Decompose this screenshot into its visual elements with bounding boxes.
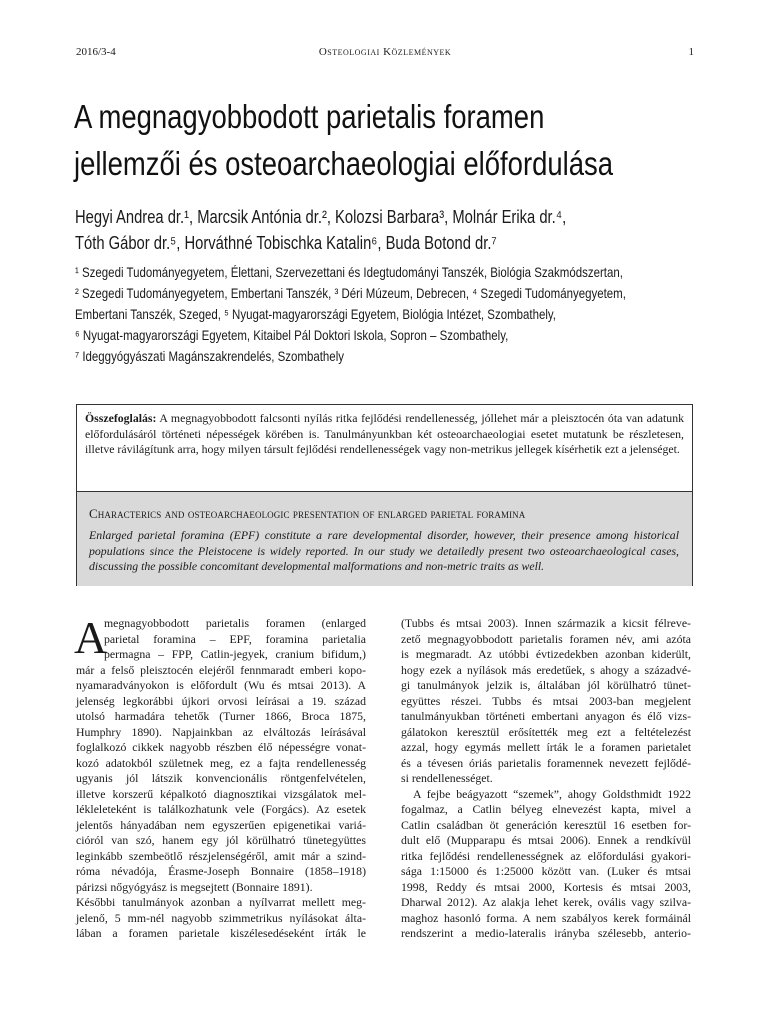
- text-line: Dharwal 2012). Az alakja lehet kerek, ovális vagy szilva-: [401, 895, 691, 909]
- title-line: jellemzői és osteoarchaeologiai előfordulása: [74, 146, 614, 183]
- article-title: [74, 94, 614, 188]
- body-column-left: [74, 612, 366, 942]
- text-line: Humphry 1890). Napjainkban az elváltozás leírásával: [76, 724, 366, 739]
- text-line: 1998, Reddy és mtsai 2000, Kortesis és mtsai 2003,: [401, 879, 691, 894]
- text-line: párizsi nőgyógyász is megsejtett (Bonnaire 1891).: [76, 879, 313, 894]
- abstract-text: A megnagyobbodott falcsonti nyílás ritka fejlődési rendellenesség, jóllehet már a pleisztocén óta van adatunk előfordulásáról történeti népességek körében is. Tanulmányunkban két osteoarchaeologiai esetet mutatunk be részletesen, illetve rávilágítunk arra, hogy milyen társult fejlődési rendellenességek vagy non-metrikus jellegek kísérhetik ezt a jelenséget.: [85, 411, 684, 456]
- text-line: parietal foramina – EPF, foramina parietalia: [104, 631, 366, 646]
- text-line: illetve korszerű képalkotó diagnosztikai vizsgálatok mel-: [76, 786, 366, 801]
- english-abstract: [77, 491, 692, 586]
- text-line: Későbbi tanulmányok azonban a nyílvarrat mellett meg-: [76, 895, 366, 909]
- running-header: [76, 46, 694, 60]
- author-list: [75, 204, 698, 256]
- text-line: együttes részei. Tubbs és mtsai 2003-ban megjelent: [401, 693, 691, 708]
- affiliation-line: ² Szegedi Tudományegyetem, Embertani Tanszék, ³ Déri Múzeum, Debrecen, ⁴ Szegedi Tudományegyetem,: [75, 285, 626, 301]
- hungarian-abstract: [85, 411, 684, 489]
- text-line: foglalkozó cikkek nagyobb részben élő népességre vonat-: [76, 740, 366, 754]
- drop-cap: A: [74, 612, 108, 663]
- text-line: jelenség legkorábbi újkori orvosi leírásai a 19. század: [76, 693, 366, 708]
- text-line: leginkább szembeötlő részjelenségéről, amit már a szind-: [76, 848, 366, 863]
- text-line: már a felső pleisztocén elejéről fennmaradt emberi kopo-: [76, 662, 366, 677]
- text-line: A fejbe beágyazott “szemek”, ahogy Goldsthmidt 1922: [413, 786, 691, 801]
- text-line: jelentős hányadában nem egyszerűen epigenetikai variá-: [76, 817, 366, 832]
- text-line: (Tubbs és mtsai 2003). Innen származik a kicsit félreve-: [401, 616, 691, 630]
- text-line: hogy ezek a nyílások más eredetűek, s ahogy a századvé-: [401, 662, 691, 677]
- issue-number: 2016/3-4: [76, 46, 116, 58]
- text-line: gi tanulmányok jelzik is, általában jól körülhatró tünet-: [401, 678, 691, 692]
- text-line: nyamaradványokon is előfordult (Wu és mtsai 2013). A: [76, 678, 366, 692]
- text-line: cióról van szó, hanem egy jól körülhatró tünetegyüttes: [76, 833, 366, 847]
- text-line: utolsó harmadára tehetők (Turner 1866, Broca 1875,: [76, 709, 366, 723]
- author-line: Tóth Gábor dr.⁵, Horváthné Tobischka Katalin⁶, Buda Botond dr.⁷: [75, 233, 497, 253]
- affiliation-line: Embertani Tanszék, Szeged, ⁵ Nyugat-magyarországi Egyetem, Biológia Intézet, Szombathely,: [75, 306, 556, 322]
- journal-name: Osteologiai Közlemények: [318, 46, 452, 58]
- affiliations: [75, 262, 698, 367]
- text-line: si rendellenességet.: [401, 771, 493, 785]
- text-line: Catlin családban öt generáción keresztül 16 esetben for-: [401, 817, 691, 832]
- text-line: fogalmaz, a Catlin bélyeg elnevezést kapta, mivel a: [401, 802, 691, 816]
- affiliation-line: ¹ Szegedi Tudományegyetem, Élettani, Szervezettani és Idegtudományi Tanszék, Biológia Szakmódszertan,: [75, 264, 623, 280]
- english-title: Characterics and osteoarchaeologic presentation of enlarged parietal foramina: [89, 506, 526, 521]
- text-line: azzal, hogy egymás mellett írták le a foramen parietalet: [401, 740, 691, 754]
- author-line: Hegyi Andrea dr.¹, Marcsik Antónia dr.², Kolozsi Barbara³, Molnár Erika dr.⁴,: [75, 207, 567, 227]
- english-abstract-text: Enlarged parietal foramina (EPF) constitute a rare developmental disorder, however, their presence among historical populations since the Pleistocene is widely reported. In our study we detailedly present two osteoarchaeological cases, discussing the possible concomitant developmental malformations and non-metric traits as well.: [89, 528, 679, 573]
- abstract-label: Összefoglalás:: [85, 411, 157, 425]
- text-line: ugyanis jól látszik konvencionális röntgenfelvételen,: [76, 771, 366, 785]
- text-line: lékleleteként is találkozhatunk vele (Forgács). Az esetek: [76, 802, 366, 816]
- text-line: kozó adatokból születnek meg, ez a fajta rendellenesség: [76, 755, 366, 770]
- text-line: zető megnagyobbodott parietalis foramen név, ami azóta: [401, 631, 691, 646]
- page-number: 1: [688, 46, 694, 58]
- text-line: rendszerint a medio-lateralis irányba szélesebb, anterio-: [401, 926, 691, 940]
- text-line: és a tévesen óriás parietalis foramennek nevezett fejlődé-: [401, 755, 691, 770]
- text-line: permagna – FPP, Catlin-jegyek, cranium bifidum,): [104, 647, 366, 661]
- body-column-right: [401, 616, 691, 942]
- text-line: gálatokon keresztül erősítették meg ezt a feltételezést: [401, 724, 691, 739]
- text-line: sága 1:15000 és 1:25000 között van. (Luker és mtsai: [401, 864, 691, 878]
- title-line: A megnagyobbodott parietalis foramen: [74, 99, 545, 136]
- text-line: lában a foramen parietale kiszélesedéseként írták le: [76, 926, 366, 940]
- abstract-box: [76, 404, 693, 586]
- text-line: ritka fejlődési rendellenességnek az előfordulási gyakori-: [401, 848, 691, 863]
- text-line: is megmaradt. Az utóbbi évtizedekben azonban kiderült,: [401, 647, 691, 661]
- text-line: róma névadója, Érasme-Joseph Bonnaire (1858–1918): [76, 864, 366, 878]
- text-line: megnagyobbodott parietalis foramen (enlarged: [104, 616, 366, 630]
- text-line: tanulmányukban történeti embertani anyagon és élő vizs-: [401, 709, 691, 723]
- text-line: dult elő (Mupparapu és mtsai 2006). Ennek a rendkívül: [401, 833, 691, 847]
- text-line: maghoz hasonló forma. A nem szabályos kerek formáinál: [401, 910, 691, 925]
- affiliation-line: ⁷ Ideggyógyászati Magánszakrendelés, Szombathely: [75, 348, 344, 364]
- affiliation-line: ⁶ Nyugat-magyarországi Egyetem, Kitaibel Pál Doktori Iskola, Sopron – Szombathely,: [75, 327, 509, 343]
- text-line: jelenő, 5 mm-nél nagyobb szimmetrikus nyílásokat álta-: [76, 910, 366, 925]
